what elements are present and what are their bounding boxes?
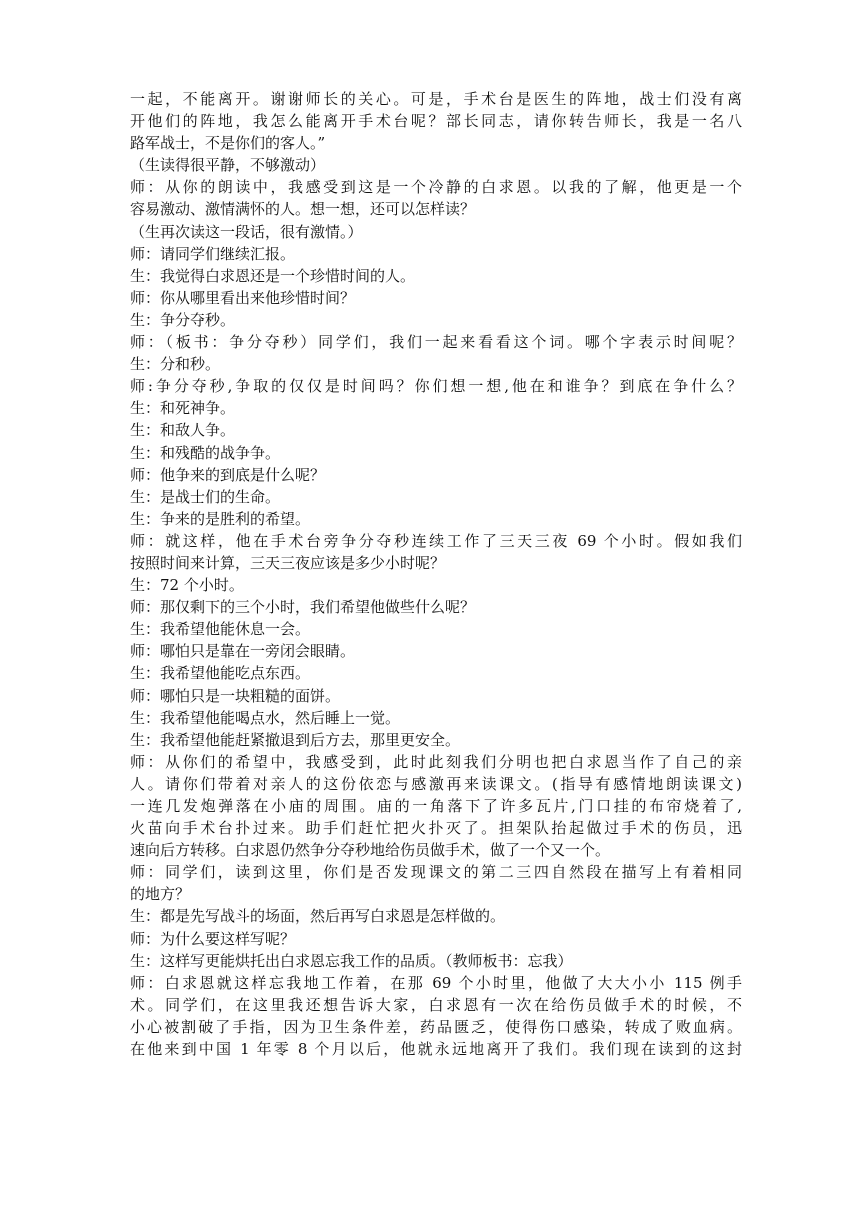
text-line: 师:争分夺秒,争取的仅仅是时间吗？你们想一想,他在和谁争？到底在争什么？ xyxy=(130,377,742,396)
text-line: （生再次读这一段话，很有激情。） xyxy=(130,222,363,241)
text-line: 速向后方转移。白求恩仍然争分夺秒地给伤员做手术，做了一个又一个。 xyxy=(130,841,611,860)
text-line: 生：争来的是胜利的希望。 xyxy=(130,509,311,528)
text-line: 生：和敌人争。 xyxy=(130,421,236,440)
text-line: 容易激动、激情满怀的人。想一想，还可以怎样读？ xyxy=(130,200,476,219)
text-line: 按照时间来计算，三天三夜应该是多少小时呢？ xyxy=(130,553,446,572)
text-line: 生：我希望他能喝点水，然后睡上一觉。 xyxy=(130,708,401,727)
text-line: 师：为什么要这样写呢？ xyxy=(130,929,296,948)
text-line: 在他来到中国 1 年零 8 个月以后，他就永远地离开了我们。我们现在读到的这封 xyxy=(130,1040,742,1059)
text-line: 一连几发炮弹落在小庙的周围。庙的一角落下了许多瓦片,门口挂的布帘烧着了, xyxy=(130,797,742,815)
text-line: 生：分和秒。 xyxy=(130,355,221,374)
text-line: （生读得很平静，不够激动） xyxy=(130,156,326,175)
text-line: 师：哪怕只是一块粗糙的面饼。 xyxy=(130,686,341,705)
text-line: 师：他争来的到底是什么呢？ xyxy=(130,465,326,484)
text-line: 术。同学们，在这里我还想告诉大家，白求恩有一次在给伤员做手术的时候，不 xyxy=(130,995,742,1014)
text-line: 师：那仅剩下的三个小时，我们希望他做些什么呢？ xyxy=(130,598,476,617)
text-line: 师：（板书：争分夺秒）同学们，我们一起来看看这个词。哪个字表示时间呢？ xyxy=(130,333,742,352)
text-line: 生：我希望他能赶紧撤退到后方去，那里更安全。 xyxy=(130,730,461,749)
text-line: 开他们的阵地，我怎么能离开手术台呢？部长同志，请你转告师长，我是一名八 xyxy=(130,112,742,131)
text-line: 生：和死神争。 xyxy=(130,399,236,418)
text-line: 师：就这样，他在手术台旁争分夺秒连续工作了三天三夜 69 个小时。假如我们 xyxy=(130,531,742,550)
text-line: 生：72 个小时。 xyxy=(130,576,244,595)
text-line: 生：都是先写战斗的场面，然后再写白求恩是怎样做的。 xyxy=(130,907,506,926)
text-line: 师：白求恩就这样忘我地工作着，在那 69 个小时里，他做了大大小小 115 例手 xyxy=(130,973,742,992)
text-line: 生：我觉得白求恩还是一个珍惜时间的人。 xyxy=(130,266,416,285)
text-line: 火苗向手术台扑过来。助手们赶忙把火扑灭了。担架队抬起做过手术的伤员，迅 xyxy=(130,819,742,838)
text-line: 生：是战士们的生命。 xyxy=(130,487,281,506)
text-line: 小心被割破了手指，因为卫生条件差，药品匮乏，使得伤口感染，转成了败血病。 xyxy=(130,1017,742,1036)
text-line: 师：同学们，读到这里，你们是否发现课文的第二三四自然段在描写上有着相同 xyxy=(130,863,742,882)
text-line: 师：你从哪里看出来他珍惜时间？ xyxy=(130,288,356,307)
text-line: 师：从你们的希望中，我感受到，此时此刻我们分明也把白求恩当作了自己的亲 xyxy=(130,752,742,771)
text-line: 生：我希望他能吃点东西。 xyxy=(130,664,311,683)
text-line: 的地方？ xyxy=(130,885,191,904)
text-line: 人。请你们带着对亲人的这份依恋与感激再来读课文。(指导有感情地朗读课文) xyxy=(130,774,742,793)
text-line: 生：争分夺秒。 xyxy=(130,310,236,329)
document-page xyxy=(130,88,742,1060)
text-line: 师：哪怕只是靠在一旁闭会眼睛。 xyxy=(130,642,356,661)
text-line: 生：我希望他能休息一会。 xyxy=(130,620,311,639)
text-line: 一起，不能离开。谢谢师长的关心。可是，手术台是医生的阵地，战士们没有离 xyxy=(130,90,742,108)
text-line: 生：和残酷的战争争。 xyxy=(130,443,281,462)
text-line: 路军战士，不是你们的客人。” xyxy=(130,134,326,153)
text-line: 师：请同学们继续汇报。 xyxy=(130,244,296,263)
text-line: 师：从你的朗读中，我感受到这是一个冷静的白求恩。以我的了解，他更是一个 xyxy=(130,178,742,197)
text-line: 生：这样写更能烘托出白求恩忘我工作的品质。（教师板书：忘我） xyxy=(130,951,573,970)
